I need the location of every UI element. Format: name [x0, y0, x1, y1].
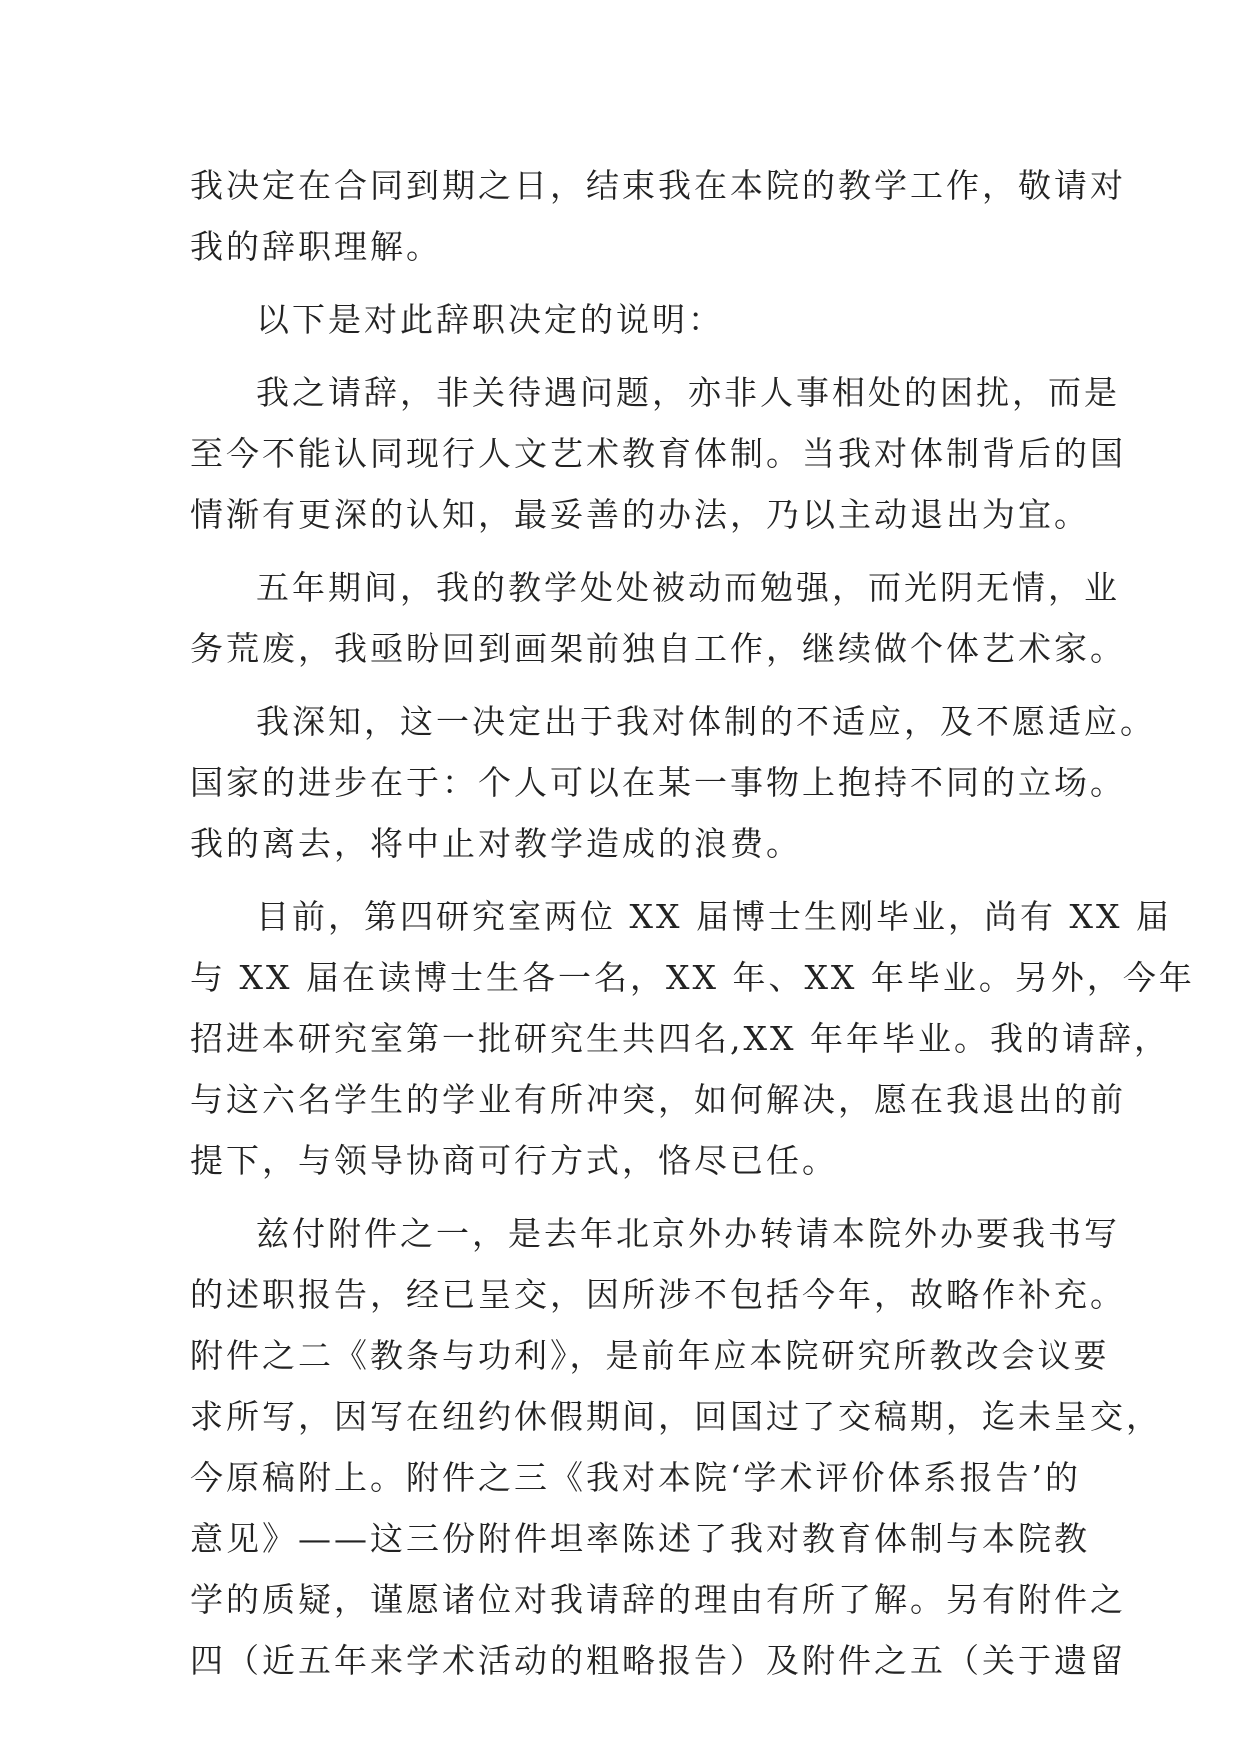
text-line: 求所写，因写在纽约休假期间，回国过了交稿期，迄未呈交， — [190, 1397, 1162, 1436]
text-line: 附件之二《教条与功利》，是前年应本院研究所教改会议要 — [190, 1336, 1110, 1375]
text-line: 与这六名学生的学业有所冲突，如何解决，愿在我退出的前 — [190, 1080, 1126, 1119]
text-line: 四（近五年来学术活动的粗略报告）及附件之五（关于遗留 — [190, 1641, 1126, 1680]
document-body — [190, 155, 1195, 1691]
text-line: 今原稿附上。附件之三《我对本院‘学术评价体系报告’的 — [190, 1458, 1081, 1497]
text-line: 以下是对此辞职决定的说明： — [256, 300, 724, 339]
paragraph-gap — [190, 679, 1060, 691]
text-line: 兹付附件之一，是去年北京外办转请本院外办要我书写 — [256, 1214, 1120, 1253]
paragraph-gap — [190, 545, 1060, 557]
paragraph — [190, 289, 1060, 350]
text-line: 务荒废，我亟盼回到画架前独自工作，继续做个体艺术家。 — [190, 629, 1126, 668]
text-line: 招进本研究室第一批研究生共四名,XX 年年毕业。我的请辞， — [190, 1019, 1170, 1058]
text-line: 我之请辞，非关待遇问题，亦非人事相处的困扰，而是 — [256, 373, 1120, 412]
text-line: 意见》——这三份附件坦率陈述了我对教育体制与本院教 — [190, 1519, 1090, 1558]
text-line: 情渐有更深的认知，最妥善的办法，乃以主动退出为宜。 — [190, 495, 1090, 534]
paragraph — [190, 1203, 1162, 1691]
paragraph — [190, 691, 1156, 874]
text-line: 的述职报告，经已呈交，因所涉不包括今年，故略作补充。 — [190, 1275, 1126, 1314]
text-line: 至今不能认同现行人文艺术教育体制。当我对体制背后的国 — [190, 434, 1126, 473]
text-line: 我的辞职理解。 — [190, 227, 442, 266]
paragraph-gap — [190, 350, 1060, 362]
text-line: 提下，与领导协商可行方式，恪尽已任。 — [190, 1141, 838, 1180]
paragraph-gap — [190, 1191, 1060, 1203]
text-line: 目前，第四研究室两位 XX 届博士生刚毕业，尚有 XX 届 — [256, 897, 1172, 936]
paragraph — [190, 362, 1126, 545]
text-line: 国家的进步在于：个人可以在某一事物上抱持不同的立场。 — [190, 763, 1126, 802]
paragraph-gap — [190, 874, 1060, 886]
text-line: 我的离去，将中止对教学造成的浪费。 — [190, 824, 802, 863]
text-line: 五年期间，我的教学处处被动而勉强，而光阴无情，业 — [256, 568, 1120, 607]
text-line: 与 XX 届在读博士生各一名，XX 年、XX 年毕业。另外，今年 — [190, 958, 1195, 997]
text-line: 我决定在合同到期之日，结束我在本院的教学工作，敬请对 — [190, 166, 1126, 205]
paragraph — [190, 886, 1195, 1191]
paragraph — [190, 155, 1126, 277]
paragraph — [190, 557, 1126, 679]
paragraph-gap — [190, 277, 1060, 289]
text-line: 我深知，这一决定出于我对体制的不适应，及不愿适应。 — [256, 702, 1156, 741]
text-line: 学的质疑，谨愿诸位对我请辞的理由有所了解。另有附件之 — [190, 1580, 1126, 1619]
